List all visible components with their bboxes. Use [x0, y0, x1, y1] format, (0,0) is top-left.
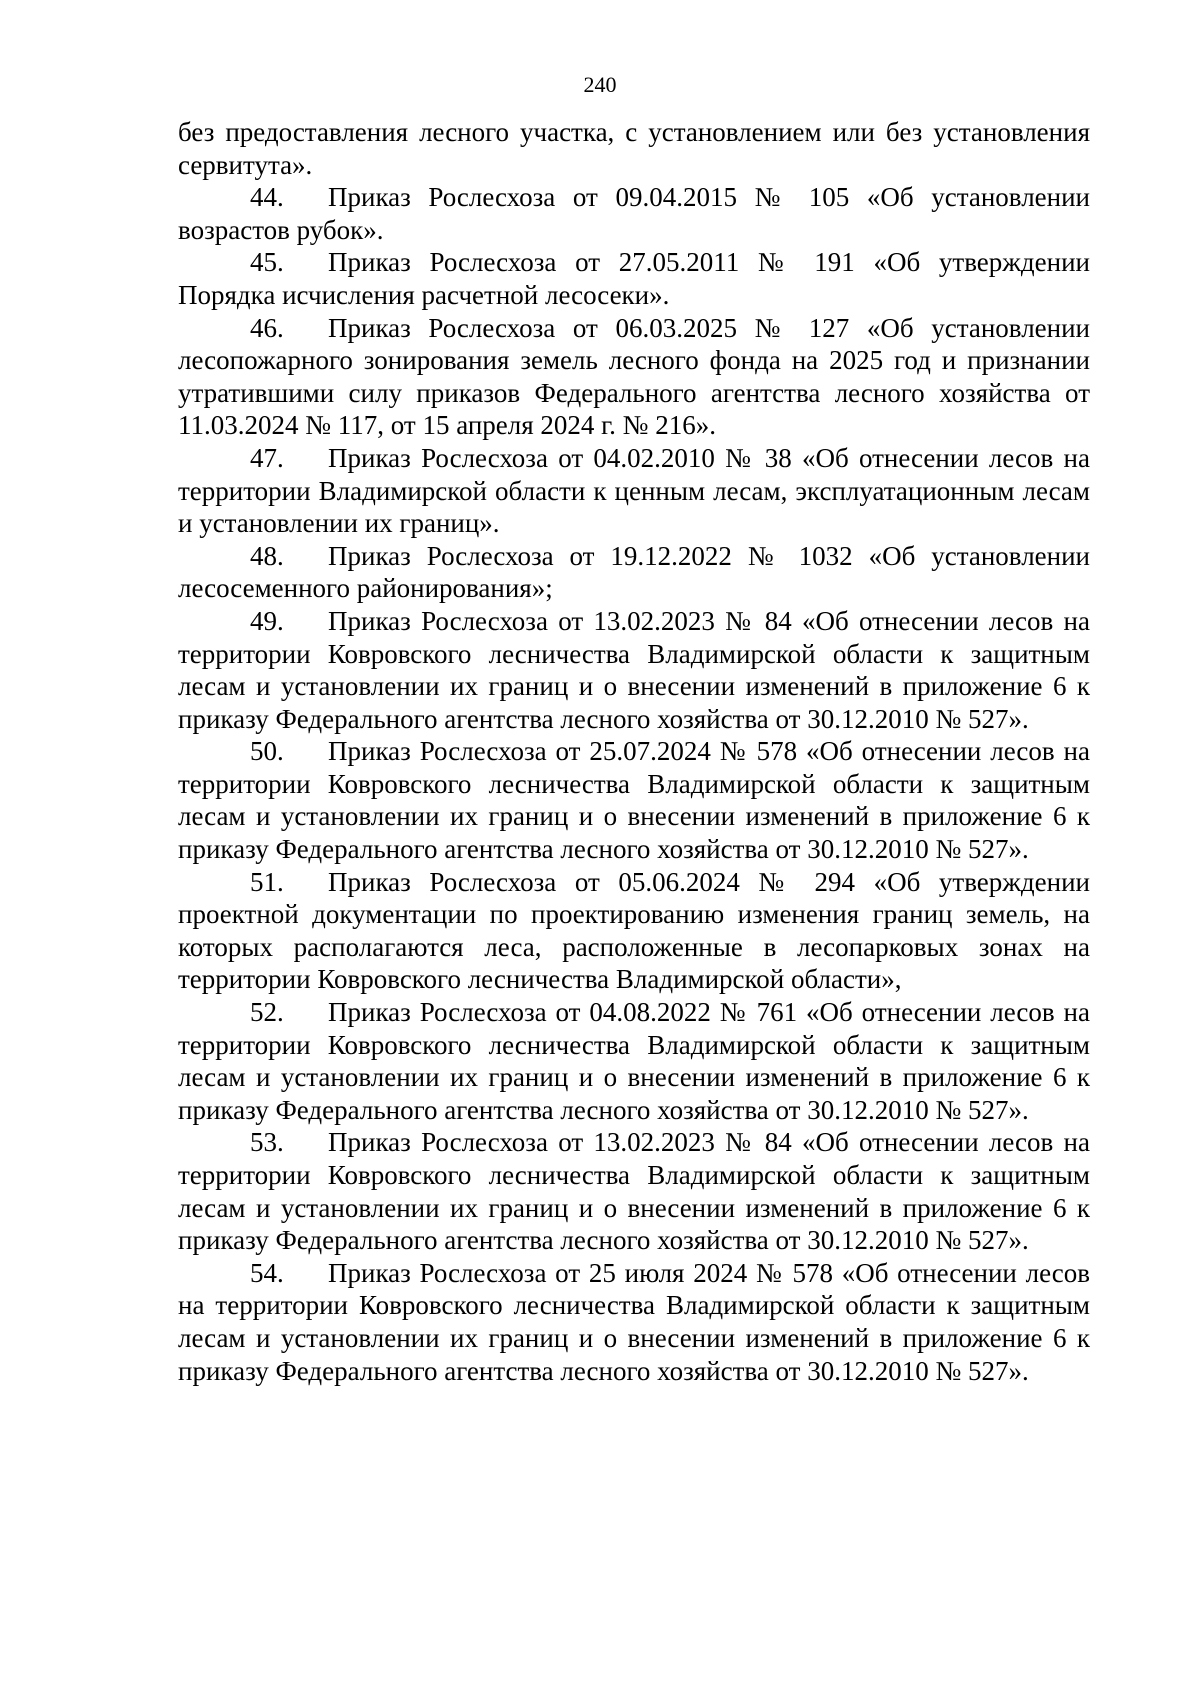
item-number: 50.	[250, 736, 284, 767]
page-number: 240	[583, 72, 617, 97]
list-item-54	[178, 1257, 1090, 1387]
item-text: Приказ Рослесхоза от 19.12.2022 № 1032 «Об установлении лесосеменного районирования»;	[178, 540, 1090, 604]
item-text: Приказ Рослесхоза от 06.03.2025 № 127 «Об установлении лесопожарного зонирования земель лесного фонда на 2025 год и признании утратившими силу приказов Федерального агентства лесного хозяйства от 11.03.2024 № 117, от 15 апреля 2024 г. № 216».	[178, 312, 1090, 441]
list-item-50	[178, 735, 1090, 865]
list-item-45	[178, 246, 1090, 311]
item-number: 44.	[250, 182, 284, 213]
item-number: 46.	[250, 312, 284, 343]
item-text: Приказ Рослесхоза от 04.02.2010 № 38 «Об отнесении лесов на территории Владимирской области к ценным лесам, эксплуатационным лесам и установлении их границ».	[178, 442, 1090, 539]
item-number: 53.	[250, 1127, 284, 1158]
list-item-53	[178, 1126, 1090, 1256]
list-item-46	[178, 312, 1090, 442]
list-item-49	[178, 605, 1090, 735]
item-text: Приказ Рослесхоза от 25 июля 2024 № 578 «Об отнесении лесов на территории Ковровского лесничества Владимирской области к защитным лесам и установлении их границ и о внесении изменений в приложение 6 к приказу Федерального агентства лесного хозяйства от 30.12.2010 № 527».	[178, 1257, 1090, 1386]
continuation-paragraph: без предоставления лесного участка, с установлением или без установления сервитута».	[178, 117, 1090, 180]
item-text: Приказ Рослесхоза от 13.02.2023 № 84 «Об отнесении лесов на территории Ковровского лесничества Владимирской области к защитным лесам и установлении их границ и о внесении изменений в приложение 6 к приказу Федерального агентства лесного хозяйства от 30.12.2010 № 527».	[178, 1127, 1090, 1256]
item-text: Приказ Рослесхоза от 13.02.2023 № 84 «Об отнесении лесов на территории Ковровского лесничества Владимирской области к защитным лесам и установлении их границ и о внесении изменений в приложение 6 к приказу Федерального агентства лесного хозяйства от 30.12.2010 № 527».	[178, 605, 1090, 734]
item-number: 51.	[250, 866, 284, 897]
item-text: Приказ Рослесхоза от 25.07.2024 № 578 «Об отнесении лесов на территории Ковровского лесничества Владимирской области к защитным лесам и установлении их границ и о внесении изменений в приложение 6 к приказу Федерального агентства лесного хозяйства от 30.12.2010 № 527».	[178, 736, 1090, 865]
item-text: Приказ Рослесхоза от 05.06.2024 № 294 «Об утверждении проектной документации по проектированию изменения границ земель, на которых располагаются леса, расположенные в лесопарковых зонах на территории Ковровского лесничества Владимирской области»,	[178, 866, 1090, 995]
item-number: 47.	[250, 442, 284, 473]
list-item-44	[178, 181, 1090, 246]
item-text: Приказ Рослесхоза от 27.05.2011 № 191 «Об утверждении Порядка исчисления расчетной лесосеки».	[178, 247, 1090, 310]
item-number: 54.	[250, 1257, 284, 1288]
item-text: Приказ Рослесхоза от 09.04.2015 № 105 «Об установлении возрастов рубок».	[178, 182, 1090, 245]
list-item-47	[178, 442, 1090, 540]
list-item-48	[178, 540, 1090, 605]
item-number: 45.	[250, 247, 284, 278]
item-number: 52.	[250, 997, 284, 1028]
document-body	[178, 116, 1090, 1387]
item-text: Приказ Рослесхоза от 04.08.2022 № 761 «Об отнесении лесов на территории Ковровского лесничества Владимирской области к защитным лесам и установлении их границ и о внесении изменений в приложение 6 к приказу Федерального агентства лесного хозяйства от 30.12.2010 № 527».	[178, 997, 1090, 1125]
item-number: 48.	[250, 540, 284, 571]
list-item-51	[178, 866, 1090, 996]
item-number: 49.	[250, 605, 284, 636]
list-item-52	[178, 996, 1090, 1126]
